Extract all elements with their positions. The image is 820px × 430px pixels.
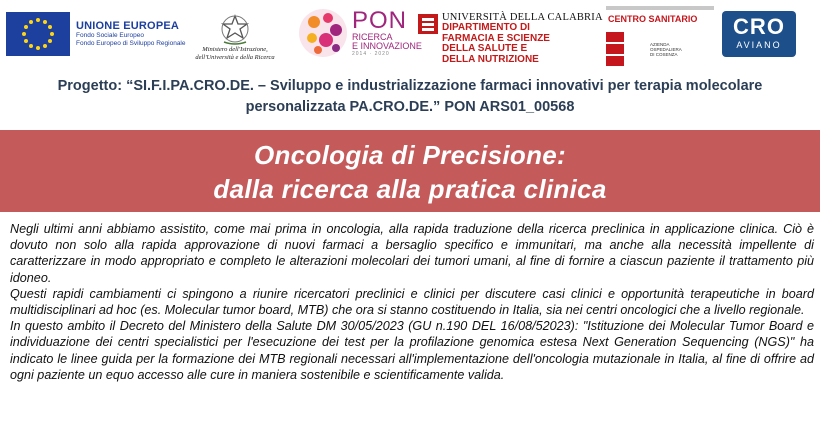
cro-aviano-logo xyxy=(722,11,796,57)
logo-header xyxy=(0,0,820,72)
cs-right-3: DI COSENZA xyxy=(650,51,678,57)
eu-fund-1: Fondo Sociale Europeo xyxy=(76,32,144,39)
cs-mark-icon xyxy=(606,56,624,66)
cs-title: CENTRO SANITARIO xyxy=(608,14,698,24)
title-banner xyxy=(0,130,820,212)
unical-logo xyxy=(418,12,603,65)
ministry-logo xyxy=(190,14,280,61)
cro-title: CRO xyxy=(733,14,785,39)
eu-flag-icon xyxy=(6,12,70,56)
centro-sanitario-logo xyxy=(606,6,714,68)
project-line-2: personalizzata PA.CRO.DE.” PON ARS01_00568 xyxy=(245,99,575,115)
pon-years: 2014 · 2020 xyxy=(352,51,390,57)
unical-dept-4: DELLA NUTRIZIONE xyxy=(442,53,539,65)
cs-mark-icon xyxy=(606,44,624,54)
cs-divider xyxy=(606,6,714,10)
pon-logo xyxy=(296,6,422,60)
eu-title: UNIONE EUROPEA xyxy=(76,20,180,32)
cro-sub: AVIANO xyxy=(736,40,782,50)
unical-emblem-icon xyxy=(418,14,438,34)
paragraph-2: Questi rapidi cambiamenti ci spingono a riunire ricercatori preclinici e clinici per discutere casi clinici e opportunità terapeutiche in board multidisciplinari ad hoc (es. Molecular tumor board, MTB) che ora si stanno costituendo in Italia, sia nei centri oncologici che a livello regionale. xyxy=(10,286,814,318)
ministry-line-2: dell'Università e della Ricerca xyxy=(195,53,275,61)
pon-sub-2: E INNOVAZIONE xyxy=(352,41,422,51)
pon-title: PON xyxy=(352,7,408,34)
unical-dept-3: DELLA SALUTE E xyxy=(442,43,528,54)
eu-logo xyxy=(6,12,186,56)
eu-fund-2: Fondo Europeo di Sviluppo Regionale xyxy=(76,40,186,47)
cs-mark-icon xyxy=(606,32,624,42)
cs-right-2: OSPEDALIERA xyxy=(650,46,682,52)
unical-dept-2: FARMACIA E SCIENZE xyxy=(442,32,550,44)
banner-line-2: dalla ricerca alla pratica clinica xyxy=(213,174,607,204)
project-line-1: Progetto: “SI.F.I.PA.CRO.DE. – Sviluppo e industrializzazione farmaci innovativi per terapia molecolare xyxy=(57,78,763,94)
paragraph-1: Negli ultimi anni abbiamo assistito, come mai prima in oncologia, alla rapida traduzione della ricerca preclinica in applicazione clinica. Ciò è dovuto non solo alla rapida approvazione di nuovi farmaci a bersaglio specifico e immunitari, ma anche alla necessità impellente di caratterizzare in modo appropriato e completo le alterazioni molecolari dei tumori umani, al fine di fornire a ciascun paziente il trattamento più idoneo. xyxy=(10,222,814,285)
banner-line-1: Oncologia di Precisione: xyxy=(253,140,567,170)
italian-emblem-icon xyxy=(220,14,250,46)
cs-right-1: AZIENDA xyxy=(650,41,670,47)
paragraph-3: In questo ambito il Decreto del Ministero della Salute DM 30/05/2023 (GU n.190 DEL 16/08/52023): "Istituzione dei Molecular Tumor Board e individuazione dei centri specialistici per l'esecuzione dei test per la profilazione genomica estesa Next Generation Sequencing (NGS)" ha indicato le linee guida per la formazione dei MTB regionali necessari all'implementazione dell'oncologia mutazionale in Italia, al fine di offrire ad ogni paziente un equo accesso alle cure in maniera sostenibile e scientificamente valida. xyxy=(10,319,814,382)
project-title xyxy=(0,76,820,118)
unical-name: UNIVERSITÀ DELLA CALABRIA xyxy=(442,12,603,23)
body-text xyxy=(10,221,814,383)
unical-dept-1: DIPARTIMENTO DI xyxy=(442,22,530,33)
pon-sub-1: RICERCA xyxy=(352,32,393,42)
pon-dots-icon xyxy=(296,6,350,60)
ministry-line-1: Ministero dell'Istruzione, xyxy=(202,46,268,53)
